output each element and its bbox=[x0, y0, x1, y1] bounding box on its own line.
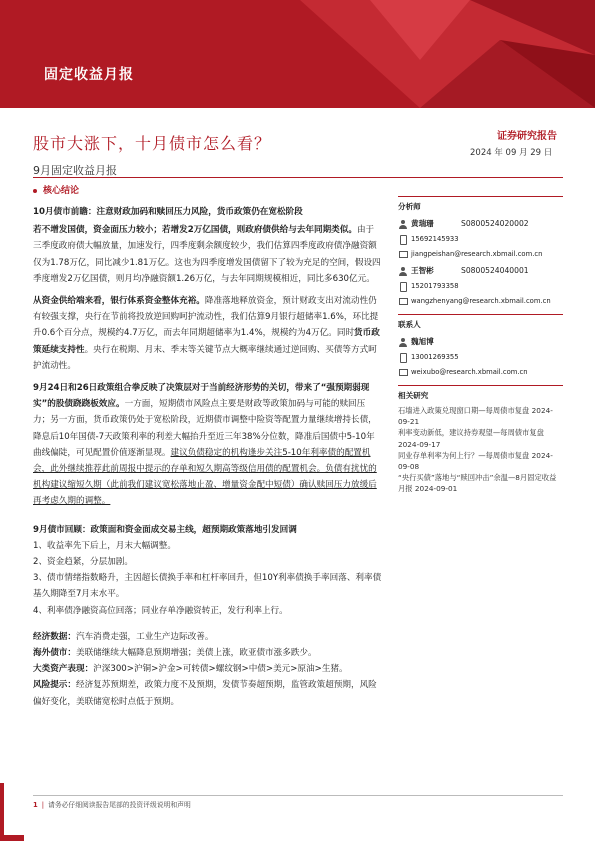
related-label: 相关研究 bbox=[398, 391, 429, 400]
recap-item: 4、利率债净融资高位回落；同业存单净融资转正，发行利率上行。 bbox=[33, 605, 288, 616]
paragraph-policy: 9月24日和26日政策组合拳反映了决策层对于当前经济形势的关切，带来了“强预期弱现实”的股债跷跷板效应。一方面，短期债市风险点主要是财政等政策加码与可能的赎回压力；另一方面，货币政策仍处于宽松阶段，近期债市调整中险资等配置力量继续增持长债，降息后10年国债-7天政策利率的利差大幅抬升至近三年38%分位数，降准后国债中5-10年曲线偏陡，可见配置价值逐渐显现。建议负债稳定的机构逢步关注5-10年利率债的配置机会，此外继续推荐此前周报中提示的存单和短久期高等级信用债的配置机会。负债有扰忧的机构建议缩短久期（此前我们建议宽松落地止盈、增量资金配中短债）确认赎回压力放缓后再考虑久期的调整。 bbox=[33, 383, 377, 507]
sidebar-divider bbox=[398, 196, 563, 197]
section-heading: 核心结论 bbox=[33, 183, 79, 196]
paragraph-supply: 若不增发国债，资金面压力较小；若增发2万亿国债，则政府债供给与去年同期类似。由于三季度政府债大幅放量，加速发行，四季度剩余额度较少，我们估算四季度政府债净融资额仅为1.78万亿，同比减少1.81万亿。这也为四季度增发国债留下了较为充足的空间，假设四季度增发2万亿国债，则月均净融资额1.26万亿，与去年同期规模相近，同比多630亿元。 bbox=[33, 225, 381, 284]
contact-label: 联系人 bbox=[398, 320, 421, 329]
header-banner bbox=[0, 0, 595, 108]
phone-icon bbox=[398, 234, 408, 244]
mail-icon bbox=[398, 296, 408, 306]
analysts-label: 分析师 bbox=[398, 202, 421, 211]
related-link[interactable]: “央行买债”落地与“赎回冲击”余温—8月固定收益月报 2024-09-01 bbox=[398, 473, 557, 494]
disclaimer-text: 请务必仔细阅读报告尾部的投资评级说明和声明 bbox=[48, 801, 191, 809]
sidebar-divider bbox=[398, 314, 563, 315]
analyst-email[interactable]: jiangpeishan@research.xbmail.com.cn bbox=[411, 249, 543, 258]
overseas-line: 海外债市：美联储继续大幅降息预期增强；美债上涨，欧亚债市涨多跌少。 bbox=[33, 648, 317, 659]
mail-icon bbox=[398, 249, 408, 259]
analyst-block: 王智彬 S0800524040001 15201793358 wangzhenyang@research.xbmail.com.cn bbox=[398, 263, 563, 308]
recap-heading: 9月债市回顾：政策面和资金面成交易主线，超预期政策落地引发回调 bbox=[33, 524, 297, 535]
page-title: 股市大涨下，十月债市怎么看？ bbox=[33, 134, 272, 153]
main-column bbox=[33, 204, 382, 710]
contact-block: 魏旭博 13001269355 weixubo@research.xbmail.com.cn bbox=[398, 334, 563, 379]
page-number: 1 bbox=[33, 801, 38, 809]
paragraph-liquidity: 从资金供给端来看，银行体系资金整体充裕。降准落地释放资金，预计财政支出对流动性仍有较强支撑，央行在节前将投放逆回购呵护流动性，我们估算9月银行超储率1.6%，环比提升0.6个百分点，规模约4.7万亿，而去年同期超储率为1.4%，规模约为4万亿。同时货币政策延续支持性。央行在税期、月末、季末等关键节点大概率继续通过逆回购、买债等方式呵护流动性。 bbox=[33, 296, 380, 371]
footer: 1 | 请务必仔细阅读报告尾部的投资评级说明和声明 bbox=[33, 801, 191, 809]
outlook-heading: 10月债市前瞻：注意财政加码和赎回压力风险，货币政策仍在宽松阶段 bbox=[33, 207, 303, 217]
related-link[interactable]: 石墙进入政策兑现窗口期—每周债市复盘 2024-09-21 bbox=[398, 406, 553, 427]
phone-icon bbox=[398, 281, 408, 291]
related-link[interactable]: 利率变动新低，建议持券观望—每周债市复盘 2024-09-17 bbox=[398, 428, 544, 449]
bullet-icon bbox=[33, 189, 37, 193]
recap-item: 2、资金趋紧，分层加剧。 bbox=[33, 557, 133, 568]
report-date: 2024 年 09 月 29 日 bbox=[470, 148, 553, 158]
risk-line: 风险提示：经济复苏预期差，政策力度不及预期，发债节奏超预期，监管政策超预期，风险偏好变化，美联储宽松时点低于预期。 bbox=[33, 680, 377, 707]
person-icon bbox=[398, 337, 408, 347]
sidebar-divider bbox=[398, 385, 563, 386]
sidebar bbox=[398, 196, 563, 495]
banner-decoration bbox=[0, 0, 595, 108]
mail-icon bbox=[398, 367, 408, 377]
footer-divider bbox=[33, 795, 563, 796]
recap-item: 1、收益率先下后上，月末大幅调整。 bbox=[33, 540, 176, 551]
recap-item: 3、债市情绪指数略升，主因超长债换手率和杠杆率回升，但10Y利率债换手率回落、利率债基久期降至7月末水平。 bbox=[33, 573, 382, 600]
related-link[interactable]: 同业存单利率为何上行？—每周债市复盘 2024-09-08 bbox=[398, 450, 553, 472]
title-divider bbox=[33, 177, 563, 178]
page-subtitle: 9月固定收益月报 bbox=[33, 164, 117, 177]
asset-line: 大类资产表现：沪深300>沪铜>沪金>可转债>螺纹钢>中债>美元>原油>生猪。 bbox=[33, 664, 348, 675]
corner-decoration bbox=[0, 783, 24, 841]
phone-icon bbox=[398, 352, 408, 362]
banner-title: 固定收益月报 bbox=[44, 67, 134, 83]
report-type-label: 证券研究报告 bbox=[497, 131, 557, 142]
contact-email[interactable]: weixubo@research.xbmail.com.cn bbox=[411, 367, 528, 376]
person-icon bbox=[398, 219, 408, 229]
econ-line: 经济数据：汽车消费走强，工业生产边际改善。 bbox=[33, 631, 214, 642]
analyst-email[interactable]: wangzhenyang@research.xbmail.com.cn bbox=[411, 296, 551, 305]
person-icon bbox=[398, 266, 408, 276]
analyst-block: 黄瑞珊 S0800524020002 15692145933 jiangpeishan@research.xbmail.com.cn bbox=[398, 216, 563, 261]
